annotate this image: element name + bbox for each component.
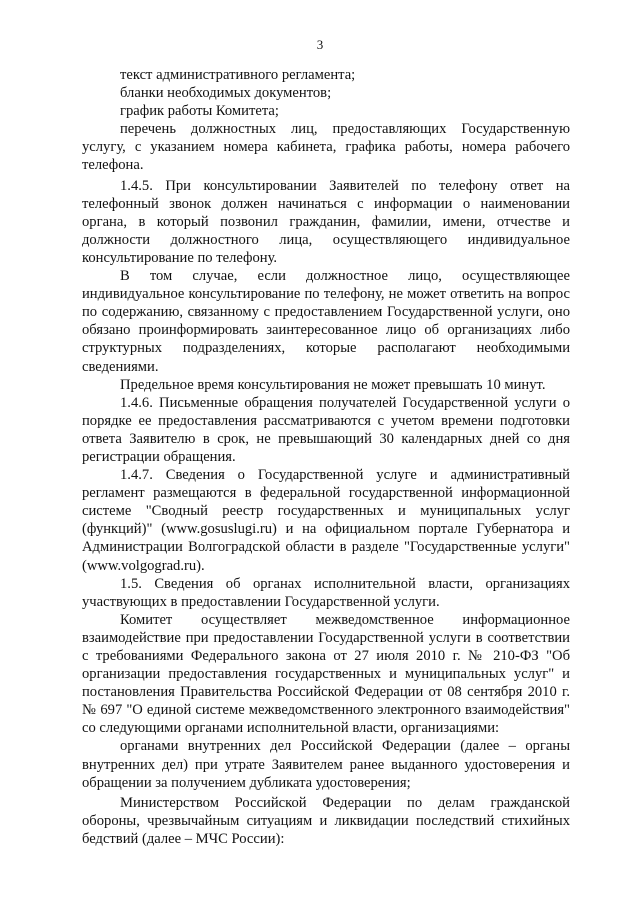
paragraph-1-4-6: 1.4.6. Письменные обращения получателей Государственной услуги о порядке ее предоставления рассматриваются с учетом времени подготовки ответа Заявителю в срок, не превышающий 30 календарных дней со дня регистрации обращения.: [82, 394, 570, 465]
paragraph-1-4-7: 1.4.7. Сведения о Государственной услуге и административный регламент размещаются в федеральной государственной информационной системе "Сводный реестр государственных и муниципальных услуг (функций)" (www.gosuslugi.ru) и на официальном портале Губернатора и Администрации Волгоградской области в разделе "Государственные услуги" (www.volgograd.ru).: [82, 467, 570, 574]
paragraph-internal-affairs: органами внутренних дел Российской Федерации (далее – органы внутренних дел) при утрате Заявителем ранее выданного удостоверения и обращении за получением дубликата удостоверения;: [82, 738, 570, 791]
document-body: [82, 66, 570, 848]
paragraph-list-item-1: текст административного регламента;: [120, 67, 356, 83]
paragraph-list-item-3: график работы Комитета;: [120, 103, 279, 120]
paragraph-committee-interaction: Комитет осуществляет межведомственное информационное взаимодействие при предоставлении Государственной услуги в соответствии с требованиями Федерального закона от 27 июля 2010 г. № 210-ФЗ "Об организации предоставления государственных и муниципальных услуг" и постановления Правительства Российской Федерации от 08 сентября 2010 г. № 697 "О единой системе межведомственного электронного взаимодействия" со следующими органами исполнительной власти, организациями:: [82, 611, 570, 737]
paragraph-1-4-5: 1.4.5. При консультировании Заявителей по телефону ответ на телефонный звонок должен начинаться с информации о наименовании органа, в который позвонил гражданин, фамилии, имени, отчестве и должности должностного лица, осуществляющего индивидуальное консультирование по телефону.: [82, 177, 570, 266]
paragraph-list-item-2: бланки необходимых документов;: [120, 85, 332, 102]
page-number: 3: [316, 37, 324, 52]
paragraph-list-item-4: перечень должностных лиц, предоставляющих Государственную услугу, с указанием номера кабинета, графика работы, номера рабочего телефона.: [82, 121, 570, 174]
paragraph-emergency-ministry: Министерством Российской Федерации по делам гражданской обороны, чрезвычайным ситуациям и ликвидации последствий стихийных бедствий (далее – МЧС России):: [82, 794, 570, 847]
paragraph-phone-redirect: В том случае, если должностное лицо, осуществляющее индивидуальное консультирование по телефону, не может ответить на вопрос по содержанию, связанному с предоставлением Государственной услуги, оно обязано проинформировать заинтересованное лицо об организациях либо структурных подразделениях, которые располагают необходимыми сведениями.: [82, 268, 570, 375]
paragraph-time-limit: Предельное время консультирования не может превышать 10 минут.: [120, 376, 546, 393]
paragraph-1-5: 1.5. Сведения об органах исполнительной власти, организациях участвующих в предоставлении Государственной услуги.: [82, 575, 570, 610]
